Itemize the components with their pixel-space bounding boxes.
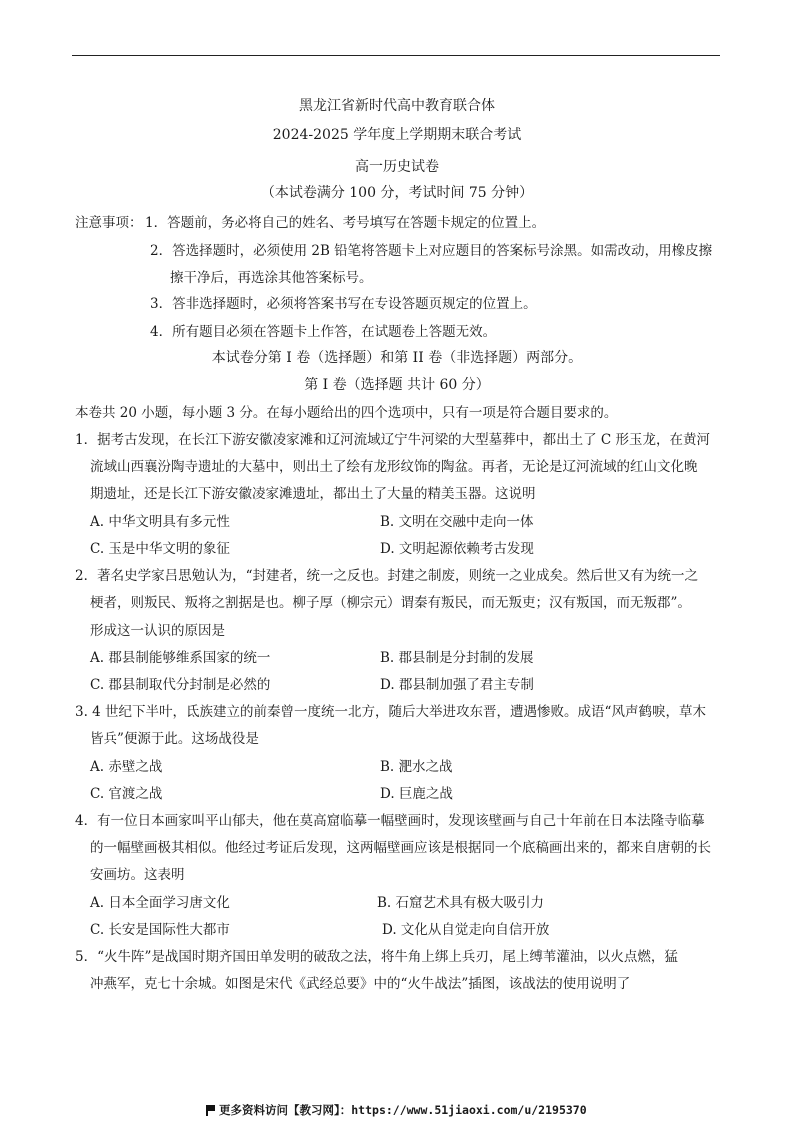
question-3-option-c: C. 官渡之战	[90, 786, 163, 802]
notice-item: 2．答选择题时，必须使用 2B 铅笔将答题卡上对应题目的答案标号涂黑。如需改动，用橡皮擦	[150, 243, 713, 259]
notice-label: 注意事项：	[75, 215, 143, 231]
notice-item-continued: 擦干净后，再选涂其他答案标号。	[170, 270, 373, 286]
question-3-option-a: A. 赤壁之战	[90, 759, 163, 775]
notice-item: 4．所有题目必须在答题卡上作答，在试题卷上答题无效。	[150, 324, 497, 340]
footer-link[interactable]	[205, 1102, 587, 1118]
section-title: 第 I 卷（选择题 共计 60 分）	[304, 377, 490, 393]
question-2-line: 2．著名史学家吕思勉认为，“封建者，统一之反也。封建之制废，则统一之业成矣。然后世又有为统一之	[75, 568, 698, 584]
paper-structure: 本试卷分第 I 卷（选择题）和第 II 卷（非选择题）两部分。	[211, 350, 583, 366]
exam-title: 2024-2025 学年度上学期期末联合考试	[272, 127, 522, 143]
question-5-line: 冲燕军，克七十余城。如图是宋代《武经总要》中的“火牛战法”插图，该战法的使用说明了	[90, 976, 631, 992]
question-4-option-a: A. 日本全面学习唐文化	[90, 895, 230, 911]
question-2-option-d: D. 郡县制加强了君主专制	[380, 677, 534, 693]
subject-title: 高一历史试卷	[355, 159, 439, 175]
question-2-line: 形成这一认识的原因是	[90, 623, 225, 639]
question-2-line: 梗者，则叛民、叛将之割据是也。柳子厚（柳宗元）谓秦有叛民，而无叛吏；汉有叛国，而无叛郡”。	[90, 595, 691, 611]
question-5-line: 5．“火牛阵”是战国时期齐国田单发明的破敌之法，将牛角上绑上兵刃，尾上缚苇灌油，以火点燃，猛	[75, 949, 678, 965]
question-3-option-d: D. 巨鹿之战	[380, 786, 453, 802]
question-1-option-d: D. 文明起源依赖考古发现	[380, 541, 534, 557]
notice-item: 3．答非选择题时，必须将答案书写在专设答题页规定的位置上。	[150, 296, 537, 312]
question-1-option-a: A. 中华文明具有多元性	[90, 514, 230, 530]
org-title: 黑龙江省新时代高中教育联合体	[299, 98, 495, 114]
question-4-line: 安画坊。这表明	[90, 867, 185, 883]
question-4-line: 的一幅壁画极其相似。他经过考证后发现，这两幅壁画应该是根据同一个底稿画出来的，都来自唐朝的长	[90, 840, 711, 856]
question-1-option-c: C. 玉是中华文明的象征	[90, 541, 230, 557]
question-4-option-d: D. 文化从自觉走向自信开放	[382, 922, 550, 938]
question-1-line: 1．据考古发现，在长江下游安徽凌家滩和辽河流域辽宁牛河梁的大型墓葬中，都出土了 C 形玉龙，在黄河	[75, 432, 710, 448]
question-3-option-b: B. 淝水之战	[380, 759, 453, 775]
question-1-line: 期遗址，还是长江下游安徽凌家滩遗址，都出土了大量的精美玉器。这说明	[90, 486, 536, 502]
question-2-option-a: A. 郡县制能够维系国家的统一	[90, 650, 271, 666]
notice-item: 1．答题前，务必将自己的姓名、考号填写在答题卡规定的位置上。	[145, 215, 546, 231]
question-3-line: 皆兵”便源于此。这场战役是	[90, 731, 259, 747]
flag-icon	[205, 1105, 215, 1116]
top-rule	[72, 55, 720, 56]
question-3-line: 3. 4 世纪下半叶，氐族建立的前秦曾一度统一北方，随后大举进攻东晋，遭遇惨败。成语“风声鹤唳，草木	[75, 704, 706, 720]
question-2-option-c: C. 郡县制取代分封制是必然的	[90, 677, 271, 693]
footer-text: 更多资料访问【教习网】：https://www.51jiaoxi.com/u/2195370	[219, 1103, 587, 1117]
exam-note: （本试卷满分 100 分，考试时间 75 分钟）	[260, 185, 534, 201]
question-2-option-b: B. 郡县制是分封制的发展	[380, 650, 534, 666]
question-1-line: 流域山西襄汾陶寺遗址的大墓中，则出土了绘有龙形纹饰的陶盆。再者，无论是辽河流域的红山文化晚	[90, 459, 698, 475]
section-instruction: 本卷共 20 小题，每小题 3 分。在每小题给出的四个选项中，只有一项是符合题目要求的。	[75, 405, 618, 421]
question-4-option-c: C. 长安是国际性大都市	[90, 922, 230, 938]
question-1-option-b: B. 文明在交融中走向一体	[380, 514, 534, 530]
question-4-line: 4．有一位日本画家叫平山郁夫，他在莫高窟临摹一幅壁画时，发现该壁画与自己十年前在日本法隆寺临摹	[75, 813, 705, 829]
question-4-option-b: B. 石窟艺术具有极大吸引力	[377, 895, 545, 911]
